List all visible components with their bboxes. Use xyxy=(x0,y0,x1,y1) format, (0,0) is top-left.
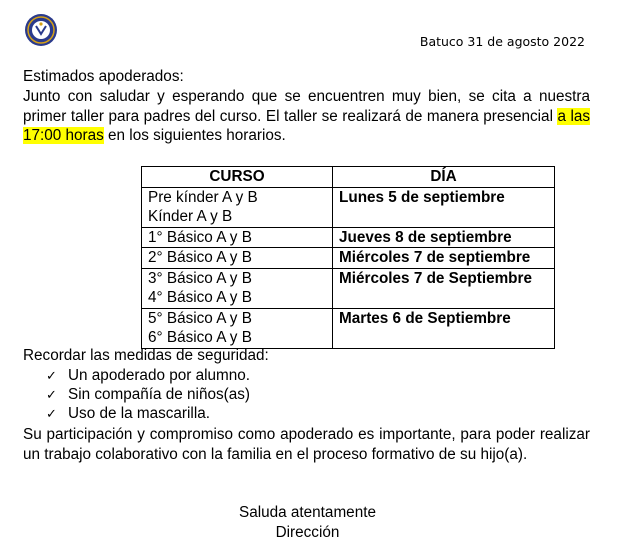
dia-cell: Jueves 8 de septiembre xyxy=(333,227,555,248)
highlighted-time: a las 17:00 horas xyxy=(23,107,591,144)
letter-date: Batuco 31 de agosto 2022 xyxy=(419,34,585,49)
table-row xyxy=(142,227,555,248)
greeting: Estimados apoderados: xyxy=(23,68,184,85)
checkmark-icon: ✓ xyxy=(46,406,57,421)
curso-cell xyxy=(142,248,333,269)
signature: Dirección xyxy=(275,524,340,541)
curso-line: Kínder A y B xyxy=(148,208,233,225)
measure-text: Un apoderado por alumno. xyxy=(68,367,250,384)
curso-line: 6° Básico A y B xyxy=(148,329,252,346)
header-dia: DÍA xyxy=(333,167,555,188)
curso-line: 4° Básico A y B xyxy=(148,289,252,306)
curso-cell xyxy=(142,187,333,227)
header-curso: CURSO xyxy=(142,167,333,188)
curso-cell xyxy=(142,268,333,308)
safety-measures-list xyxy=(46,366,250,423)
table-row xyxy=(142,248,555,269)
checkmark-icon: ✓ xyxy=(46,387,57,402)
checkmark-icon: ✓ xyxy=(46,368,57,383)
dia-cell: Martes 6 de Septiembre xyxy=(333,308,555,348)
curso-line: 5° Básico A y B xyxy=(148,309,252,327)
closing-paragraph: Su participación y compromiso como apoderado es importante, para poder realizar un trabajo colaborativo con la familia en el proceso formativo de su hijo(a). xyxy=(23,426,590,463)
table-row xyxy=(142,308,555,348)
measure-text: Uso de la mascarilla. xyxy=(68,405,210,422)
curso-cell xyxy=(142,227,333,248)
school-crest-icon xyxy=(24,13,58,47)
table-row xyxy=(142,268,555,308)
dia-cell: Miércoles 7 de septiembre xyxy=(333,248,555,269)
table-row xyxy=(142,187,555,227)
list-item xyxy=(46,404,250,423)
curso-line: 3° Básico A y B xyxy=(148,269,252,287)
list-item xyxy=(46,385,250,404)
curso-line: 1° Básico A y B xyxy=(148,228,252,246)
list-item xyxy=(46,366,250,385)
curso-line: 2° Básico A y B xyxy=(148,249,252,266)
intro-text-start: Junto con saludar y esperando que se encuentren muy bien, se cita a nuestra primer taller para padres del curso. El taller se realizará de manera presencial xyxy=(23,88,590,125)
measure-text: Sin compañía de niños(as) xyxy=(68,386,250,403)
intro-text-end: en los siguientes horarios. xyxy=(103,127,286,144)
dia-cell: Miércoles 7 de Septiembre xyxy=(333,268,555,308)
table-header-row xyxy=(142,167,555,188)
signoff: Saluda atentamente xyxy=(239,504,376,521)
safety-heading: Recordar las medidas de seguridad: xyxy=(23,347,269,364)
dia-cell: Lunes 5 de septiembre xyxy=(333,187,555,227)
schedule-table xyxy=(141,166,555,349)
curso-line: Pre kínder A y B xyxy=(148,188,258,206)
intro-paragraph xyxy=(23,87,590,146)
curso-cell xyxy=(142,308,333,348)
